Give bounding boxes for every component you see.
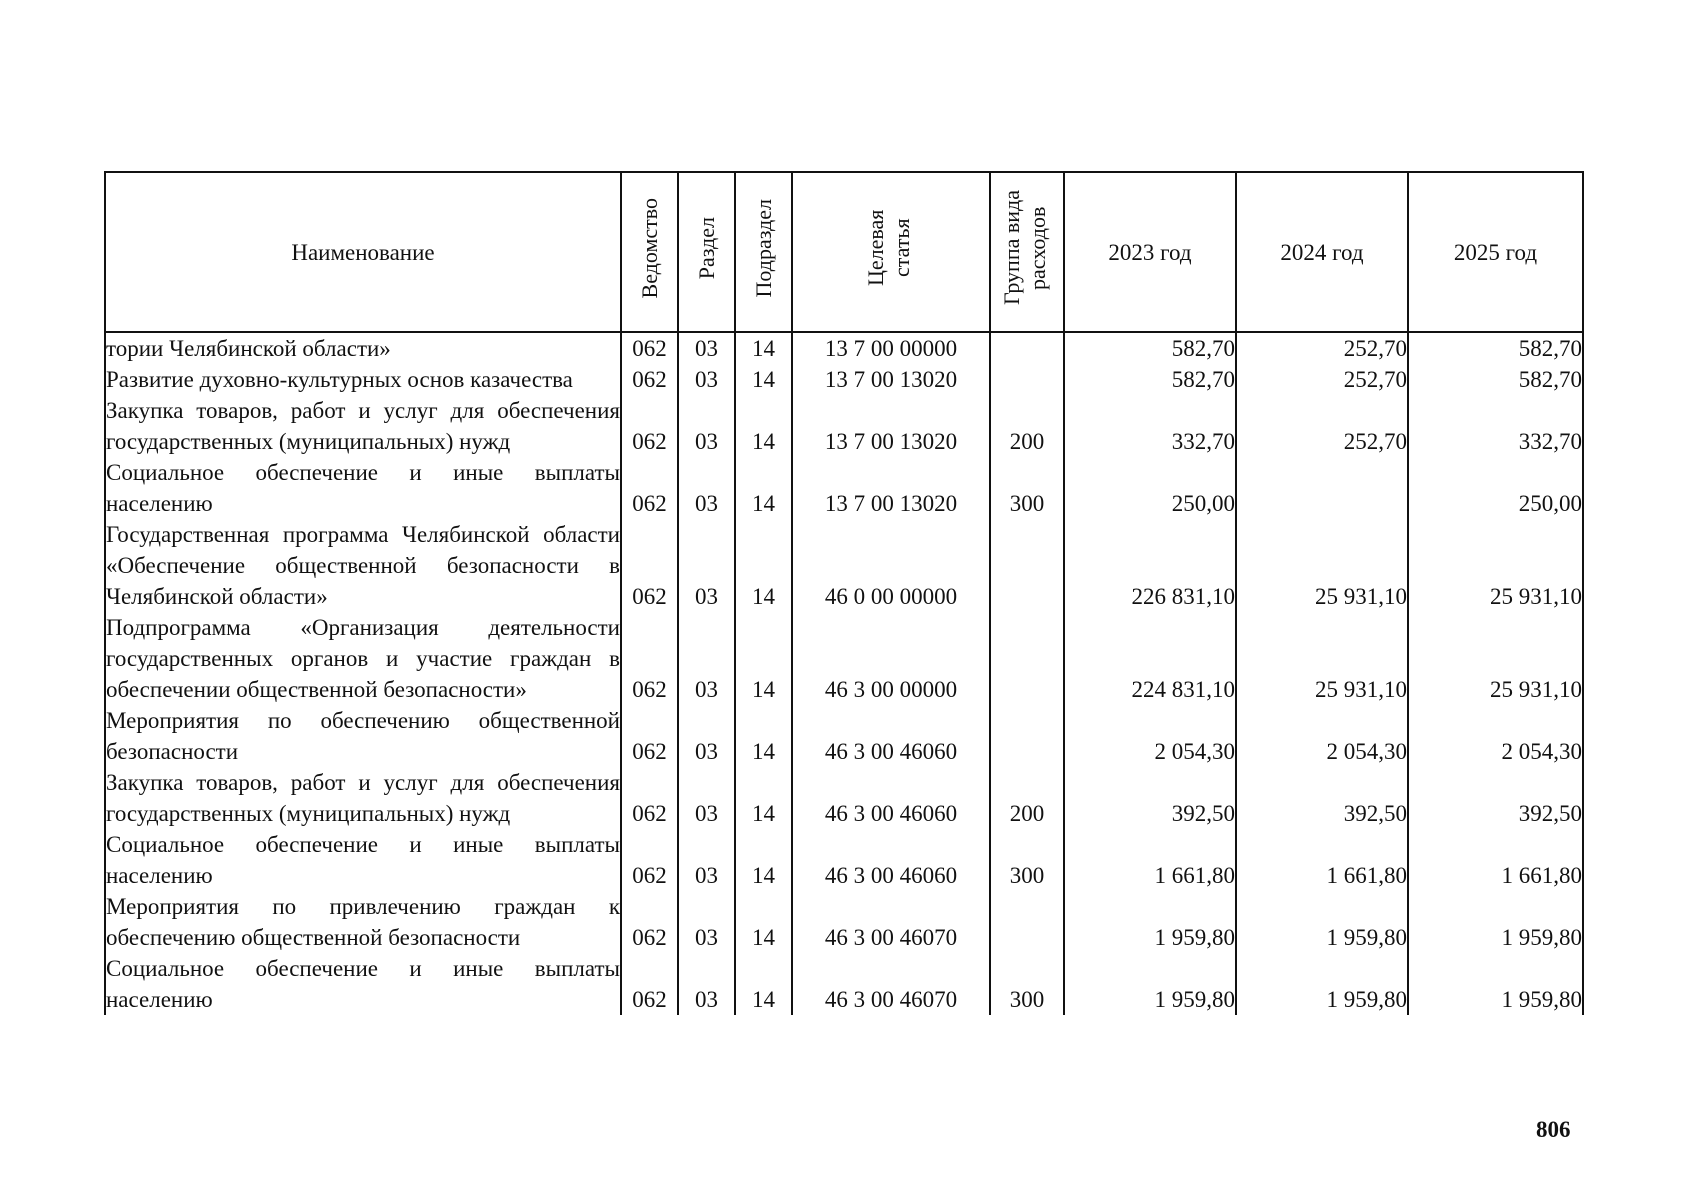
- cell-2024: 25 931,10: [1236, 519, 1408, 612]
- cell-exp-group: 200: [990, 767, 1064, 829]
- cell-subsection: 14: [735, 953, 792, 1015]
- cell-subsection: 14: [735, 612, 792, 705]
- table-row: [105, 612, 1583, 705]
- cell-2023: 250,00: [1064, 457, 1236, 519]
- cell-2023: 226 831,10: [1064, 519, 1236, 612]
- cell-dept: 062: [621, 332, 678, 364]
- cell-section: 03: [678, 364, 735, 395]
- cell-2025: 392,50: [1408, 767, 1583, 829]
- header-exp-group-label: Группа вида расходов: [999, 190, 1050, 306]
- cell-target: 13 7 00 13020: [792, 457, 990, 519]
- cell-subsection: 14: [735, 364, 792, 395]
- cell-dept: 062: [621, 829, 678, 891]
- cell-subsection: 14: [735, 457, 792, 519]
- cell-target: 46 3 00 46060: [792, 829, 990, 891]
- cell-2025: 582,70: [1408, 332, 1583, 364]
- cell-section: 03: [678, 612, 735, 705]
- cell-exp-group: [990, 332, 1064, 364]
- cell-name: Закупка товаров, работ и услуг для обеспечения государственных (муниципальных) нужд: [105, 767, 621, 829]
- cell-name: Развитие духовно-культурных основ казачества: [105, 364, 621, 395]
- cell-2024: 1 959,80: [1236, 891, 1408, 953]
- cell-subsection: 14: [735, 519, 792, 612]
- cell-2024: [1236, 457, 1408, 519]
- table-row: [105, 829, 1583, 891]
- cell-dept: 062: [621, 891, 678, 953]
- header-exp-group: [990, 172, 1064, 332]
- table-body: [105, 332, 1583, 1015]
- cell-target: 46 3 00 46070: [792, 953, 990, 1015]
- cell-exp-group: 300: [990, 457, 1064, 519]
- cell-dept: 062: [621, 612, 678, 705]
- cell-dept: 062: [621, 767, 678, 829]
- header-2024: 2024 год: [1236, 172, 1408, 332]
- cell-section: 03: [678, 953, 735, 1015]
- header-2023: 2023 год: [1064, 172, 1236, 332]
- cell-dept: 062: [621, 519, 678, 612]
- cell-section: 03: [678, 332, 735, 364]
- header-name: Наименование: [105, 172, 621, 332]
- cell-2023: 224 831,10: [1064, 612, 1236, 705]
- table-row: [105, 457, 1583, 519]
- cell-2023: 2 054,30: [1064, 705, 1236, 767]
- cell-target: 46 3 00 46070: [792, 891, 990, 953]
- cell-2023: 582,70: [1064, 364, 1236, 395]
- cell-2024: 1 661,80: [1236, 829, 1408, 891]
- cell-name: Мероприятия по привлечению граждан к обеспечению общественной безопасности: [105, 891, 621, 953]
- cell-target: 46 3 00 46060: [792, 705, 990, 767]
- header-section-label: Раздел: [693, 216, 719, 280]
- cell-2025: 25 931,10: [1408, 612, 1583, 705]
- cell-exp-group: [990, 891, 1064, 953]
- cell-section: 03: [678, 767, 735, 829]
- header-dept: [621, 172, 678, 332]
- cell-name: Социальное обеспечение и иные выплаты населению: [105, 829, 621, 891]
- table-row: [105, 953, 1583, 1015]
- table-row: [105, 519, 1583, 612]
- cell-target: 13 7 00 13020: [792, 395, 990, 457]
- cell-2023: 1 959,80: [1064, 953, 1236, 1015]
- cell-2025: 582,70: [1408, 364, 1583, 395]
- cell-section: 03: [678, 705, 735, 767]
- cell-subsection: 14: [735, 332, 792, 364]
- cell-2025: 250,00: [1408, 457, 1583, 519]
- cell-2025: 1 661,80: [1408, 829, 1583, 891]
- cell-2023: 1 959,80: [1064, 891, 1236, 953]
- cell-dept: 062: [621, 364, 678, 395]
- cell-2024: 252,70: [1236, 395, 1408, 457]
- header-subsection-label: Подраздел: [750, 198, 776, 298]
- cell-exp-group: 300: [990, 953, 1064, 1015]
- cell-target: 46 0 00 00000: [792, 519, 990, 612]
- cell-2025: 25 931,10: [1408, 519, 1583, 612]
- cell-target: 13 7 00 00000: [792, 332, 990, 364]
- cell-dept: 062: [621, 953, 678, 1015]
- cell-2023: 392,50: [1064, 767, 1236, 829]
- cell-name: Социальное обеспечение и иные выплаты населению: [105, 457, 621, 519]
- cell-2025: 1 959,80: [1408, 891, 1583, 953]
- budget-table: [104, 171, 1584, 1015]
- cell-section: 03: [678, 395, 735, 457]
- cell-2023: 582,70: [1064, 332, 1236, 364]
- cell-2024: 25 931,10: [1236, 612, 1408, 705]
- cell-subsection: 14: [735, 891, 792, 953]
- header-row: [105, 172, 1583, 332]
- cell-2023: 1 661,80: [1064, 829, 1236, 891]
- table-row: [105, 332, 1583, 364]
- cell-target: 13 7 00 13020: [792, 364, 990, 395]
- cell-2025: 1 959,80: [1408, 953, 1583, 1015]
- cell-2024: 2 054,30: [1236, 705, 1408, 767]
- cell-section: 03: [678, 519, 735, 612]
- header-dept-label: Ведомство: [636, 197, 662, 299]
- cell-name: тории Челябинской области»: [105, 332, 621, 364]
- cell-exp-group: 200: [990, 395, 1064, 457]
- cell-exp-group: [990, 612, 1064, 705]
- cell-section: 03: [678, 457, 735, 519]
- cell-2024: 392,50: [1236, 767, 1408, 829]
- cell-2023: 332,70: [1064, 395, 1236, 457]
- cell-subsection: 14: [735, 767, 792, 829]
- cell-2024: 252,70: [1236, 364, 1408, 395]
- cell-target: 46 3 00 46060: [792, 767, 990, 829]
- cell-subsection: 14: [735, 829, 792, 891]
- cell-dept: 062: [621, 457, 678, 519]
- table-row: [105, 705, 1583, 767]
- cell-exp-group: [990, 364, 1064, 395]
- cell-name: Подпрограмма «Организация деятельности государственных органов и участие граждан в обеспечении общественной безопасности»: [105, 612, 621, 705]
- cell-section: 03: [678, 891, 735, 953]
- page-number: 806: [1536, 1117, 1571, 1142]
- header-target: [792, 172, 990, 332]
- cell-name: Мероприятия по обеспечению общественной безопасности: [105, 705, 621, 767]
- header-2025: 2025 год: [1408, 172, 1583, 332]
- table-row: [105, 364, 1583, 395]
- header-subsection: [735, 172, 792, 332]
- table-row: [105, 767, 1583, 829]
- cell-2025: 2 054,30: [1408, 705, 1583, 767]
- header-section: [678, 172, 735, 332]
- table-row: [105, 395, 1583, 457]
- cell-2024: 252,70: [1236, 332, 1408, 364]
- table-row: [105, 891, 1583, 953]
- cell-dept: 062: [621, 705, 678, 767]
- cell-dept: 062: [621, 395, 678, 457]
- cell-section: 03: [678, 829, 735, 891]
- cell-2024: 1 959,80: [1236, 953, 1408, 1015]
- cell-subsection: 14: [735, 705, 792, 767]
- cell-name: Социальное обеспечение и иные выплаты населению: [105, 953, 621, 1015]
- cell-name: Закупка товаров, работ и услуг для обеспечения государственных (муниципальных) нужд: [105, 395, 621, 457]
- cell-exp-group: [990, 705, 1064, 767]
- cell-target: 46 3 00 00000: [792, 612, 990, 705]
- cell-exp-group: 300: [990, 829, 1064, 891]
- cell-subsection: 14: [735, 395, 792, 457]
- cell-name: Государственная программа Челябинской области «Обеспечение общественной безопасности в Челябинской области»: [105, 519, 621, 612]
- header-target-label: Целевая статья: [863, 209, 914, 287]
- cell-2025: 332,70: [1408, 395, 1583, 457]
- cell-exp-group: [990, 519, 1064, 612]
